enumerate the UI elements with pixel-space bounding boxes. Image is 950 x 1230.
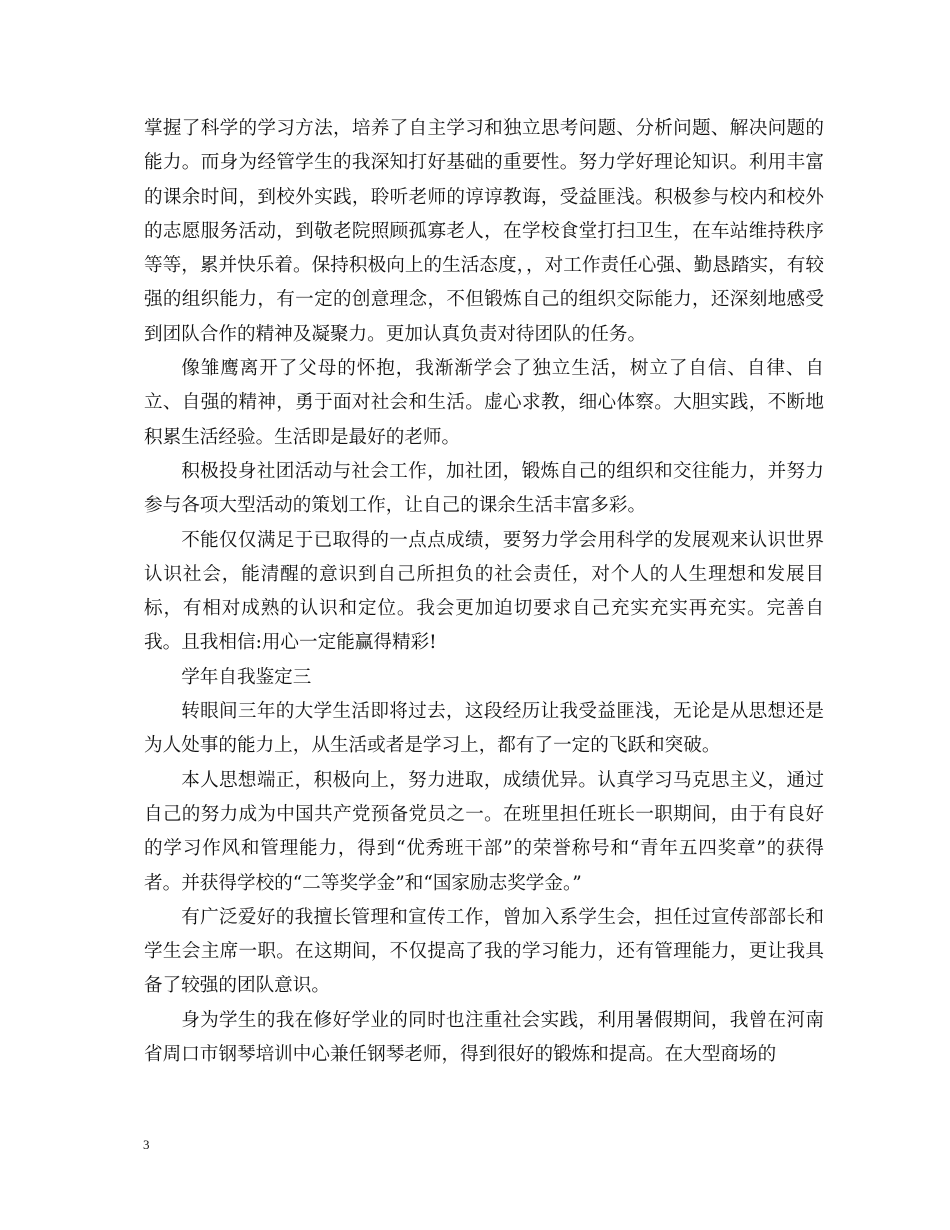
paragraph-2: 像雏鹰离开了父母的怀抱，我渐渐学会了独立生活，树立了自信、自律、自立、自强的精神，勇于面对社会和生活。虚心求教，细心体察。大胆实践，不断地积累生活经验。生活即是最好的老师。 xyxy=(144,358,824,448)
paragraph-3: 积极投身社团活动与社会工作，加社团，锻炼自己的组织和交往能力，并努力参与各项大型活动的策划工作，让自己的课余生活丰富多彩。 xyxy=(144,460,824,517)
document-body xyxy=(144,112,824,1072)
paragraph-8: 身为学生的我在修好学业的同时也注重社会实践，利用暑假期间，我曾在河南省周口市钢琴培训中心兼任钢琴老师，得到很好的锻炼和提高。在大型商场的 xyxy=(144,1009,824,1066)
page-number: 3 xyxy=(143,1137,150,1152)
paragraph-1: 掌握了科学的学习方法，培养了自主学习和独立思考问题、分析问题、解决问题的能力。而身为经管学生的我深知打好基础的重要性。努力学好理论知识。利用丰富的课余时间，到校外实践，聆听老师的谆谆教诲，受益匪浅。积极参与校内和校外的志愿服务活动，到敬老院照顾孤寡老人，在学校食堂打扫卫生，在车站维持秩序等等，累并快乐着。保持积极向上的生活态度，，对工作责任心强、勤恳踏实，有较强的组织能力，有一定的创意理念，不但锻炼自己的组织交际能力，还深刻地感受到团队合作的精神及凝聚力。更加认真负责对待团队的任务。 xyxy=(144,118,824,345)
paragraph-5: 转眼间三年的大学生活即将过去，这段经历让我受益匪浅，无论是从思想还是为人处事的能力上，从生活或者是学习上，都有了一定的飞跃和突破。 xyxy=(144,701,824,757)
paragraph-6: 本人思想端正，积极向上，努力进取，成绩优异。认真学习马克思主义，通过自己的努力成为中国共产党预备党员之一。在班里担任班长一职期间，由于有良好的学习作风和管理能力，得到“优秀班干部”的荣誉称号和“青年五四奖章”的获得者。并获得学校的“二等奖学金”和“国家励志奖学金。” xyxy=(144,769,824,894)
section-heading: 学年自我鉴定三 xyxy=(181,666,312,688)
paragraph-7: 有广泛爱好的我擅长管理和宣传工作，曾加入系学生会，担任过宣传部部长和学生会主席一职。在这期间，不仅提高了我的学习能力，还有管理能力，更让我具备了较强的团队意识。 xyxy=(144,906,824,997)
paragraph-4: 不能仅仅满足于已取得的一点点成绩，要努力学会用科学的发展观来认识世界认识社会，能清醒的意识到自己所担负的社会责任，对个人的人生理想和发展目标，有相对成熟的认识和定位。我会更加迫切要求自己充实充实再充实。完善自我。且我相信:用心一定能赢得精彩! xyxy=(144,529,824,654)
